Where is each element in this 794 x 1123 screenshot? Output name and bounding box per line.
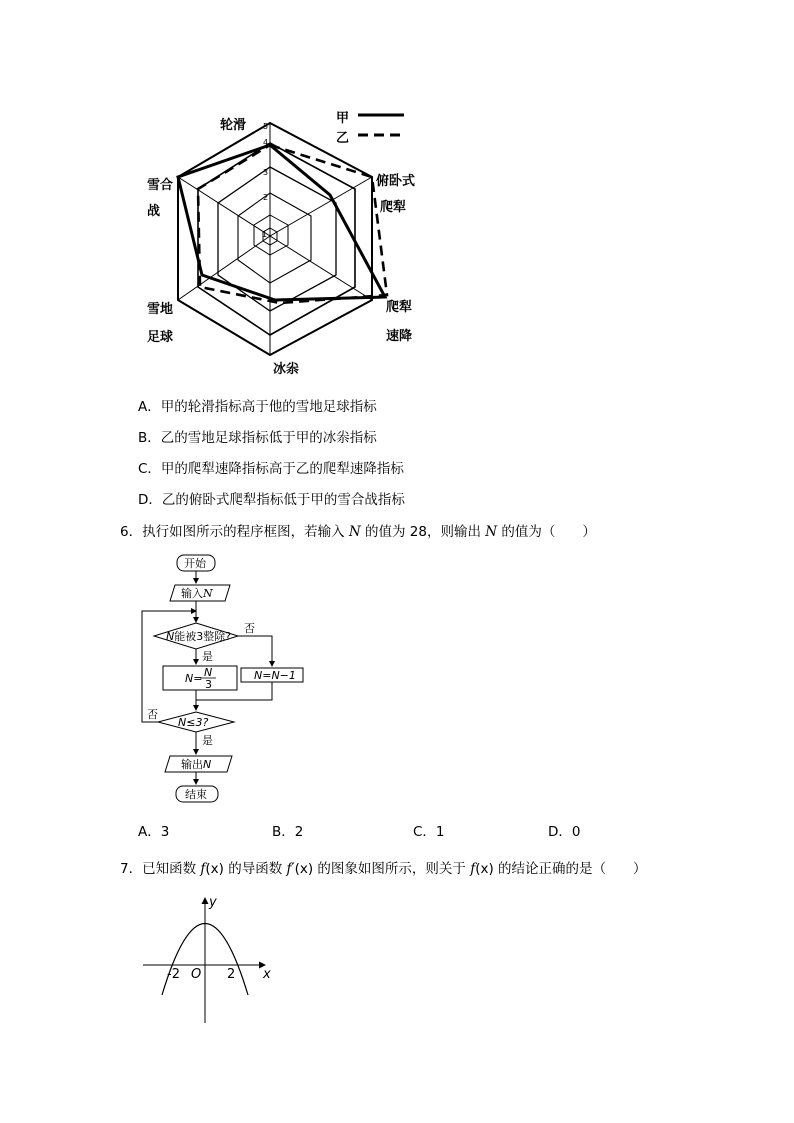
q7-f2: f′ — [286, 861, 295, 877]
flowchart-svg — [130, 550, 320, 810]
q6-var-n1: N — [348, 524, 361, 540]
fc-no1-text: 否 — [244, 622, 255, 635]
derivative-graph-svg — [135, 890, 285, 1030]
series-yi — [198, 145, 387, 303]
q7-x1: (x) — [205, 861, 224, 877]
graph-x-label: x — [263, 967, 271, 982]
graph-y-label: y — [209, 895, 217, 910]
q7-x3: (x) — [475, 861, 494, 877]
radar-label-ice: 冰尜 — [273, 362, 300, 377]
radar-label-prone-2: 爬犁 — [380, 200, 407, 215]
fc-assign-den: 3 — [205, 678, 212, 691]
radar-tick-1: 1 — [262, 230, 268, 239]
fc-yes2-text: 是 — [202, 734, 213, 747]
q5-option-b[interactable]: B．乙的雪地足球指标低于甲的冰尜指标 — [138, 430, 377, 446]
radar-tick-4: 4 — [263, 138, 269, 147]
fc-minus-text: N=N−1 — [254, 669, 296, 682]
fc-cond1-text: N能被3整除? — [166, 630, 232, 643]
q6-text-post: 的值为（ ） — [497, 524, 596, 540]
q6-option-b[interactable]: B．2 — [272, 824, 304, 840]
radar-label-snowsoccer-1: 雪地 — [147, 302, 174, 317]
radar-label-snowsoccer-2: 足球 — [147, 330, 174, 345]
q6-var-n2: N — [485, 524, 498, 540]
q7-text-pre: 7．已知函数 — [120, 861, 201, 877]
fc-no2-text: 否 — [147, 708, 158, 721]
q6-option-c[interactable]: C．1 — [413, 824, 445, 840]
q6-option-a[interactable]: A．3 — [138, 824, 170, 840]
radar-spokes — [178, 123, 372, 355]
fc-output-text: 输出N — [181, 758, 212, 771]
legend-yi-label: 乙 — [336, 131, 350, 146]
fc-input-text: 输入N — [181, 587, 213, 600]
fc-start-text: 开始 — [184, 557, 206, 570]
radar-label-prone-1: 俯卧式 — [376, 174, 416, 189]
q7-text-mid1: 的导函数 — [223, 861, 287, 877]
q6-stem — [120, 520, 596, 540]
q7-x2: (x) — [294, 861, 314, 877]
q7-f3: f — [470, 861, 476, 877]
q6-text-mid: 的值为 28，则输出 — [360, 524, 486, 540]
q7-f1: f — [200, 861, 206, 877]
fc-cond2-text: N≤3? — [178, 716, 209, 729]
radar-label-sled-2: 速降 — [386, 329, 413, 344]
fc-assign-num: N — [204, 666, 213, 679]
q7-text-mid2: 的图象如图所示，则关于 — [313, 861, 471, 877]
graph-neg2-label: -2 — [167, 967, 180, 982]
q6-text-pre: 6．执行如图所示的程序框图，若输入 — [120, 524, 349, 540]
fc-end-text: 结束 — [185, 788, 207, 801]
fc-yes1-text: 是 — [202, 650, 213, 663]
radar-tick-3: 3 — [263, 168, 269, 177]
graph-pos2-label: 2 — [227, 967, 236, 982]
radar-tick-2: 2 — [263, 193, 269, 202]
q5-option-a[interactable]: A．甲的轮滑指标高于他的雪地足球指标 — [138, 399, 377, 415]
q7-stem — [120, 857, 647, 877]
q7-text-post: 的结论正确的是（ ） — [493, 861, 647, 877]
q6-option-d[interactable]: D．0 — [548, 824, 581, 840]
radar-label-sled-1: 爬犁 — [386, 300, 413, 315]
derivative-graph — [135, 890, 285, 1030]
radar-ring-2 — [238, 193, 311, 283]
radar-tick-5: 5 — [263, 122, 269, 131]
radar-label-snowfight-1: 雪合 — [147, 178, 174, 193]
legend-jia-label: 甲 — [336, 111, 350, 126]
q5-option-c[interactable]: C．甲的爬犁速降指标高于乙的爬犁速降指标 — [138, 461, 404, 477]
graph-origin-label: O — [191, 967, 202, 982]
fc-assign-lhs: N= — [185, 672, 203, 685]
radar-label-snowfight-2: 战 — [147, 204, 161, 219]
flowchart — [130, 550, 320, 810]
radar-label-skating: 轮滑 — [220, 118, 247, 133]
q5-option-d[interactable]: D．乙的俯卧式爬犁指标低于甲的雪合战指标 — [138, 492, 405, 508]
